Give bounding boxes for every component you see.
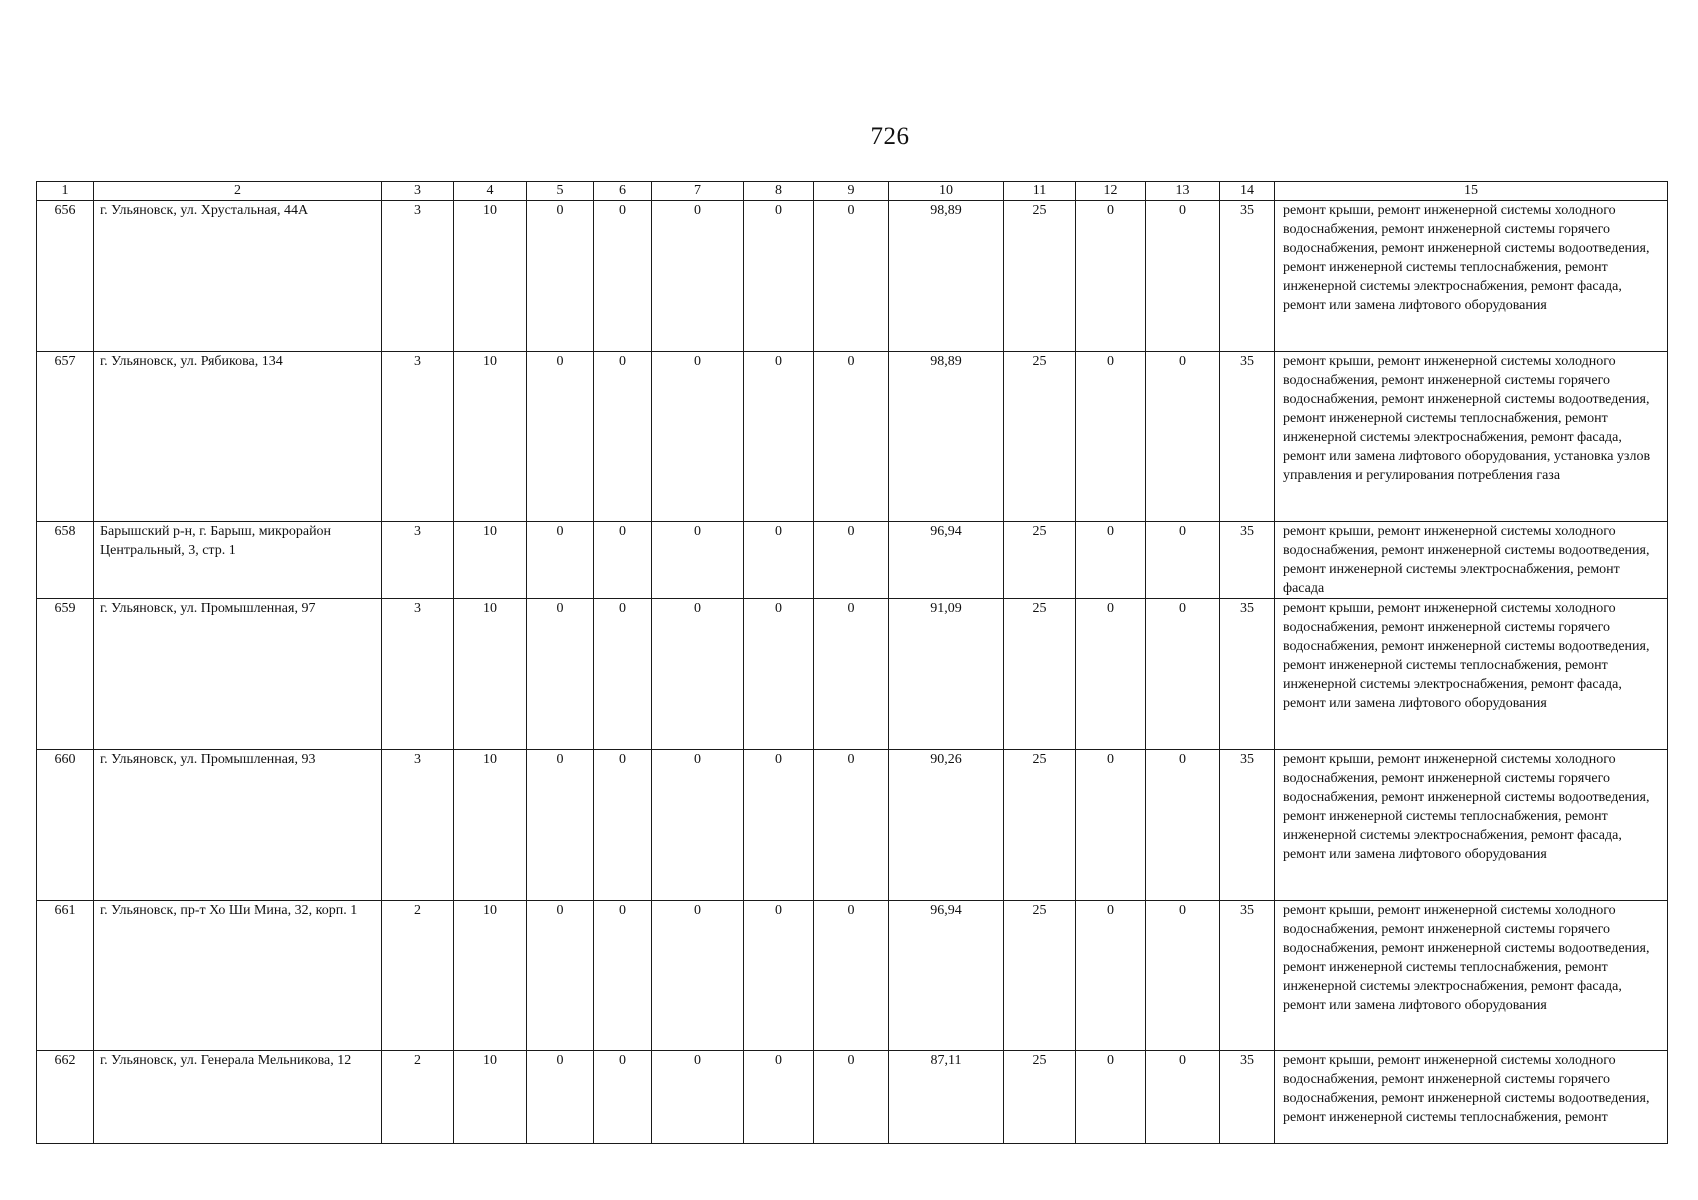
table-row (37, 599, 1668, 750)
row-index-cell: 656 (37, 201, 94, 352)
value-cell: 0 (527, 201, 594, 352)
value-cell: 10 (454, 750, 527, 901)
column-header: 6 (594, 182, 652, 201)
value-cell: 96,94 (889, 901, 1004, 1051)
row-index-cell: 661 (37, 901, 94, 1051)
value-cell: 0 (814, 750, 889, 901)
value-cell: 35 (1220, 1051, 1275, 1144)
address-cell: г. Ульяновск, ул. Хрустальная, 44А (94, 201, 382, 352)
value-cell: 0 (1076, 901, 1146, 1051)
table-row (37, 201, 1668, 352)
value-cell: 0 (652, 901, 744, 1051)
table-row (37, 1051, 1668, 1144)
row-index-cell: 657 (37, 352, 94, 522)
value-cell: 0 (652, 201, 744, 352)
works-list-cell: ремонт крыши, ремонт инженерной системы холодного водоснабжения, ремонт инженерной системы горячего водоснабжения, ремонт инженерной системы водоотведения, ремонт инженерной системы теплоснабжения, ремонт инженерной системы электроснабжения, ремонт фасада, ремонт или замена лифтового оборудования (1275, 599, 1668, 750)
value-cell: 10 (454, 1051, 527, 1144)
value-cell: 0 (814, 599, 889, 750)
column-header: 7 (652, 182, 744, 201)
column-header: 13 (1146, 182, 1220, 201)
value-cell: 25 (1004, 599, 1076, 750)
value-cell: 96,94 (889, 522, 1004, 599)
row-index-cell: 662 (37, 1051, 94, 1144)
address-cell: г. Ульяновск, ул. Генерала Мельникова, 12 (94, 1051, 382, 1144)
value-cell: 10 (454, 201, 527, 352)
works-list-cell: ремонт крыши, ремонт инженерной системы холодного водоснабжения, ремонт инженерной системы горячего водоснабжения, ремонт инженерной системы водоотведения, ремонт инженерной системы теплоснабжения, ремонт инженерной системы электроснабжения, ремонт фасада, ремонт или замена лифтового оборудования, установка узлов управления и регулирования потребления газа (1275, 352, 1668, 522)
value-cell: 0 (744, 1051, 814, 1144)
value-cell: 0 (594, 352, 652, 522)
value-cell: 0 (744, 901, 814, 1051)
value-cell: 0 (814, 901, 889, 1051)
value-cell: 35 (1220, 599, 1275, 750)
works-list-cell: ремонт крыши, ремонт инженерной системы холодного водоснабжения, ремонт инженерной системы водоотведения, ремонт инженерной системы электроснабжения, ремонт фасада (1275, 522, 1668, 599)
value-cell: 0 (1146, 522, 1220, 599)
works-list-cell: ремонт крыши, ремонт инженерной системы холодного водоснабжения, ремонт инженерной системы горячего водоснабжения, ремонт инженерной системы водоотведения, ремонт инженерной системы теплоснабжения, ремонт инженерной системы электроснабжения, ремонт фасада, ремонт или замена лифтового оборудования (1275, 750, 1668, 901)
table-row (37, 352, 1668, 522)
value-cell: 0 (594, 901, 652, 1051)
row-index-cell: 660 (37, 750, 94, 901)
value-cell: 25 (1004, 1051, 1076, 1144)
value-cell: 0 (744, 201, 814, 352)
column-number-row (37, 182, 1668, 201)
value-cell: 0 (1146, 1051, 1220, 1144)
value-cell: 10 (454, 599, 527, 750)
works-list-cell: ремонт крыши, ремонт инженерной системы холодного водоснабжения, ремонт инженерной системы горячего водоснабжения, ремонт инженерной системы водоотведения, ремонт инженерной системы теплоснабжения, ремонт (1275, 1051, 1668, 1144)
value-cell: 0 (744, 599, 814, 750)
value-cell: 0 (814, 522, 889, 599)
value-cell: 0 (1076, 750, 1146, 901)
value-cell: 0 (1146, 599, 1220, 750)
value-cell: 0 (744, 750, 814, 901)
value-cell: 0 (814, 1051, 889, 1144)
value-cell: 0 (594, 522, 652, 599)
value-cell: 0 (652, 352, 744, 522)
page-number: 726 (870, 123, 910, 150)
value-cell: 0 (652, 750, 744, 901)
value-cell: 3 (382, 750, 454, 901)
column-header: 11 (1004, 182, 1076, 201)
value-cell: 0 (594, 201, 652, 352)
value-cell: 25 (1004, 901, 1076, 1051)
value-cell: 0 (1076, 201, 1146, 352)
value-cell: 25 (1004, 750, 1076, 901)
column-header: 4 (454, 182, 527, 201)
value-cell: 0 (1146, 901, 1220, 1051)
works-list-cell: ремонт крыши, ремонт инженерной системы холодного водоснабжения, ремонт инженерной системы горячего водоснабжения, ремонт инженерной системы водоотведения, ремонт инженерной системы теплоснабжения, ремонт инженерной системы электроснабжения, ремонт фасада, ремонт или замена лифтового оборудования (1275, 901, 1668, 1051)
value-cell: 98,89 (889, 352, 1004, 522)
column-header: 10 (889, 182, 1004, 201)
address-cell: г. Ульяновск, ул. Промышленная, 97 (94, 599, 382, 750)
row-index-cell: 659 (37, 599, 94, 750)
works-list-cell: ремонт крыши, ремонт инженерной системы холодного водоснабжения, ремонт инженерной системы горячего водоснабжения, ремонт инженерной системы водоотведения, ремонт инженерной системы теплоснабжения, ремонт инженерной системы электроснабжения, ремонт фасада, ремонт или замена лифтового оборудования (1275, 201, 1668, 352)
table-row (37, 901, 1668, 1051)
value-cell: 35 (1220, 522, 1275, 599)
value-cell: 0 (594, 1051, 652, 1144)
value-cell: 3 (382, 522, 454, 599)
value-cell: 0 (652, 522, 744, 599)
address-cell: Барышский р-н, г. Барыш, микрорайон Центральный, 3, стр. 1 (94, 522, 382, 599)
value-cell: 98,89 (889, 201, 1004, 352)
address-cell: г. Ульяновск, ул. Рябикова, 134 (94, 352, 382, 522)
column-header: 9 (814, 182, 889, 201)
value-cell: 0 (1146, 201, 1220, 352)
value-cell: 3 (382, 201, 454, 352)
value-cell: 25 (1004, 522, 1076, 599)
value-cell: 91,09 (889, 599, 1004, 750)
capital-repair-table (36, 181, 1668, 1144)
value-cell: 25 (1004, 201, 1076, 352)
value-cell: 0 (1076, 352, 1146, 522)
value-cell: 87,11 (889, 1051, 1004, 1144)
value-cell: 35 (1220, 750, 1275, 901)
value-cell: 0 (814, 201, 889, 352)
value-cell: 0 (814, 352, 889, 522)
table-row (37, 750, 1668, 901)
table-row (37, 522, 1668, 599)
value-cell: 0 (744, 522, 814, 599)
value-cell: 0 (744, 352, 814, 522)
value-cell: 35 (1220, 201, 1275, 352)
column-header: 8 (744, 182, 814, 201)
value-cell: 0 (594, 750, 652, 901)
value-cell: 0 (1076, 1051, 1146, 1144)
value-cell: 0 (652, 599, 744, 750)
value-cell: 10 (454, 901, 527, 1051)
address-cell: г. Ульяновск, ул. Промышленная, 93 (94, 750, 382, 901)
value-cell: 0 (1076, 522, 1146, 599)
address-cell: г. Ульяновск, пр-т Хо Ши Мина, 32, корп. 1 (94, 901, 382, 1051)
value-cell: 10 (454, 522, 527, 599)
column-header: 2 (94, 182, 382, 201)
value-cell: 0 (527, 750, 594, 901)
value-cell: 0 (527, 1051, 594, 1144)
value-cell: 10 (454, 352, 527, 522)
value-cell: 0 (652, 1051, 744, 1144)
column-header: 5 (527, 182, 594, 201)
value-cell: 35 (1220, 901, 1275, 1051)
value-cell: 2 (382, 1051, 454, 1144)
value-cell: 35 (1220, 352, 1275, 522)
column-header: 1 (37, 182, 94, 201)
column-header: 15 (1275, 182, 1668, 201)
value-cell: 90,26 (889, 750, 1004, 901)
column-header: 14 (1220, 182, 1275, 201)
value-cell: 0 (1146, 352, 1220, 522)
value-cell: 0 (594, 599, 652, 750)
column-header: 12 (1076, 182, 1146, 201)
value-cell: 2 (382, 901, 454, 1051)
value-cell: 3 (382, 599, 454, 750)
value-cell: 0 (527, 522, 594, 599)
value-cell: 0 (527, 901, 594, 1051)
value-cell: 0 (1146, 750, 1220, 901)
value-cell: 25 (1004, 352, 1076, 522)
value-cell: 0 (1076, 599, 1146, 750)
row-index-cell: 658 (37, 522, 94, 599)
value-cell: 0 (527, 599, 594, 750)
column-header: 3 (382, 182, 454, 201)
value-cell: 3 (382, 352, 454, 522)
value-cell: 0 (527, 352, 594, 522)
